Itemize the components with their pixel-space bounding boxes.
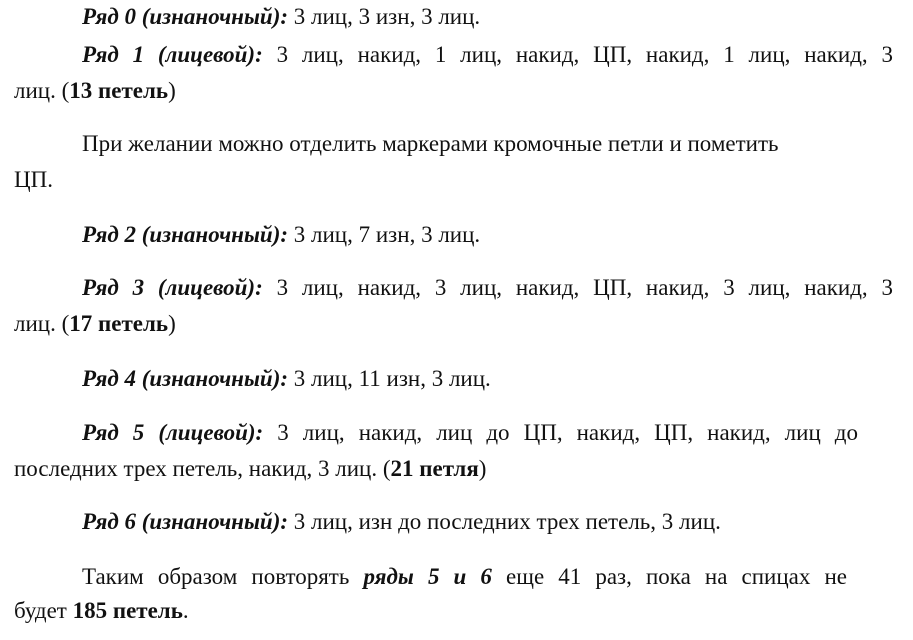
row-0-text: 3 лиц, 3 изн, 3 лиц. — [288, 4, 481, 29]
row-4-text: 3 лиц, 11 изн, 3 лиц. — [288, 366, 491, 391]
row-3-label: Ряд 3 (лицевой): — [82, 275, 263, 300]
row-5-stitch-count: 21 петля — [390, 456, 479, 481]
row-1 — [82, 41, 893, 69]
row-2-label: Ряд 2 (изнаночный): — [82, 222, 289, 247]
row-6-label: Ряд 6 (изнаночный): — [82, 509, 289, 534]
row-3-text-a: 3 лиц, накид, 3 лиц, накид, ЦП, накид, 3 лиц, накид, 3 — [262, 275, 893, 300]
row-6 — [82, 508, 721, 536]
summary-prefix: Таким образом повторять — [82, 564, 364, 589]
row-5-text-b: последних трех петель, накид, 3 лиц. ( — [14, 456, 391, 481]
row-3-text-b: лиц. ( — [14, 311, 70, 336]
row-3-stitch-count: 17 петель — [69, 311, 169, 336]
summary-line-1 — [82, 563, 847, 591]
row-5-label: Ряд 5 (лицевой): — [82, 420, 264, 445]
row-1-line-1 — [82, 41, 893, 69]
summary-middle: еще 41 раз, пока на спицах не — [491, 564, 847, 589]
summary-line-1-text — [82, 563, 847, 591]
row-0 — [82, 3, 480, 31]
row-2 — [82, 221, 480, 249]
summary-end: . — [182, 598, 189, 623]
row-1-label: Ряд 1 (лицевой): — [82, 42, 263, 67]
row-3-line-2 — [14, 310, 176, 338]
row-5-text-a: 3 лиц, накид, лиц до ЦП, накид, ЦП, накид, лиц до — [263, 420, 859, 445]
row-1-text-b: лиц. ( — [14, 78, 70, 103]
row-0-label: Ряд 0 (изнаночный): — [82, 4, 289, 29]
summary-rows-ref: ряды 5 и 6 — [363, 564, 492, 589]
row-5 — [82, 419, 858, 447]
summary-line-2 — [14, 597, 189, 625]
summary-line2-prefix: будет — [14, 598, 73, 623]
row-5-line-1 — [82, 419, 858, 447]
row-1-stitch-count: 13 петель — [69, 78, 169, 103]
note-line-2: ЦП. — [14, 167, 53, 192]
row-1-text-a: 3 лиц, накид, 1 лиц, накид, ЦП, накид, 1 лиц, накид, 3 — [262, 42, 893, 67]
note-line-1: При желании можно отделить маркерами кромочные петли и пометить — [82, 131, 779, 156]
row-2-text: 3 лиц, 7 изн, 3 лиц. — [288, 222, 481, 247]
row-5-close: ) — [478, 456, 487, 481]
row-1-line-2 — [14, 77, 176, 105]
row-6-text: 3 лиц, изн до последних трех петель, 3 лиц. — [288, 509, 721, 534]
row-3-close: ) — [168, 311, 176, 336]
row-3 — [82, 274, 893, 302]
summary-total-stitches: 185 петель — [72, 598, 183, 623]
row-4 — [82, 365, 491, 393]
row-4-label: Ряд 4 (изнаночный): — [82, 366, 289, 391]
row-5-line-2 — [14, 455, 486, 483]
row-3-line-1 — [82, 274, 893, 302]
row-1-close: ) — [168, 78, 176, 103]
